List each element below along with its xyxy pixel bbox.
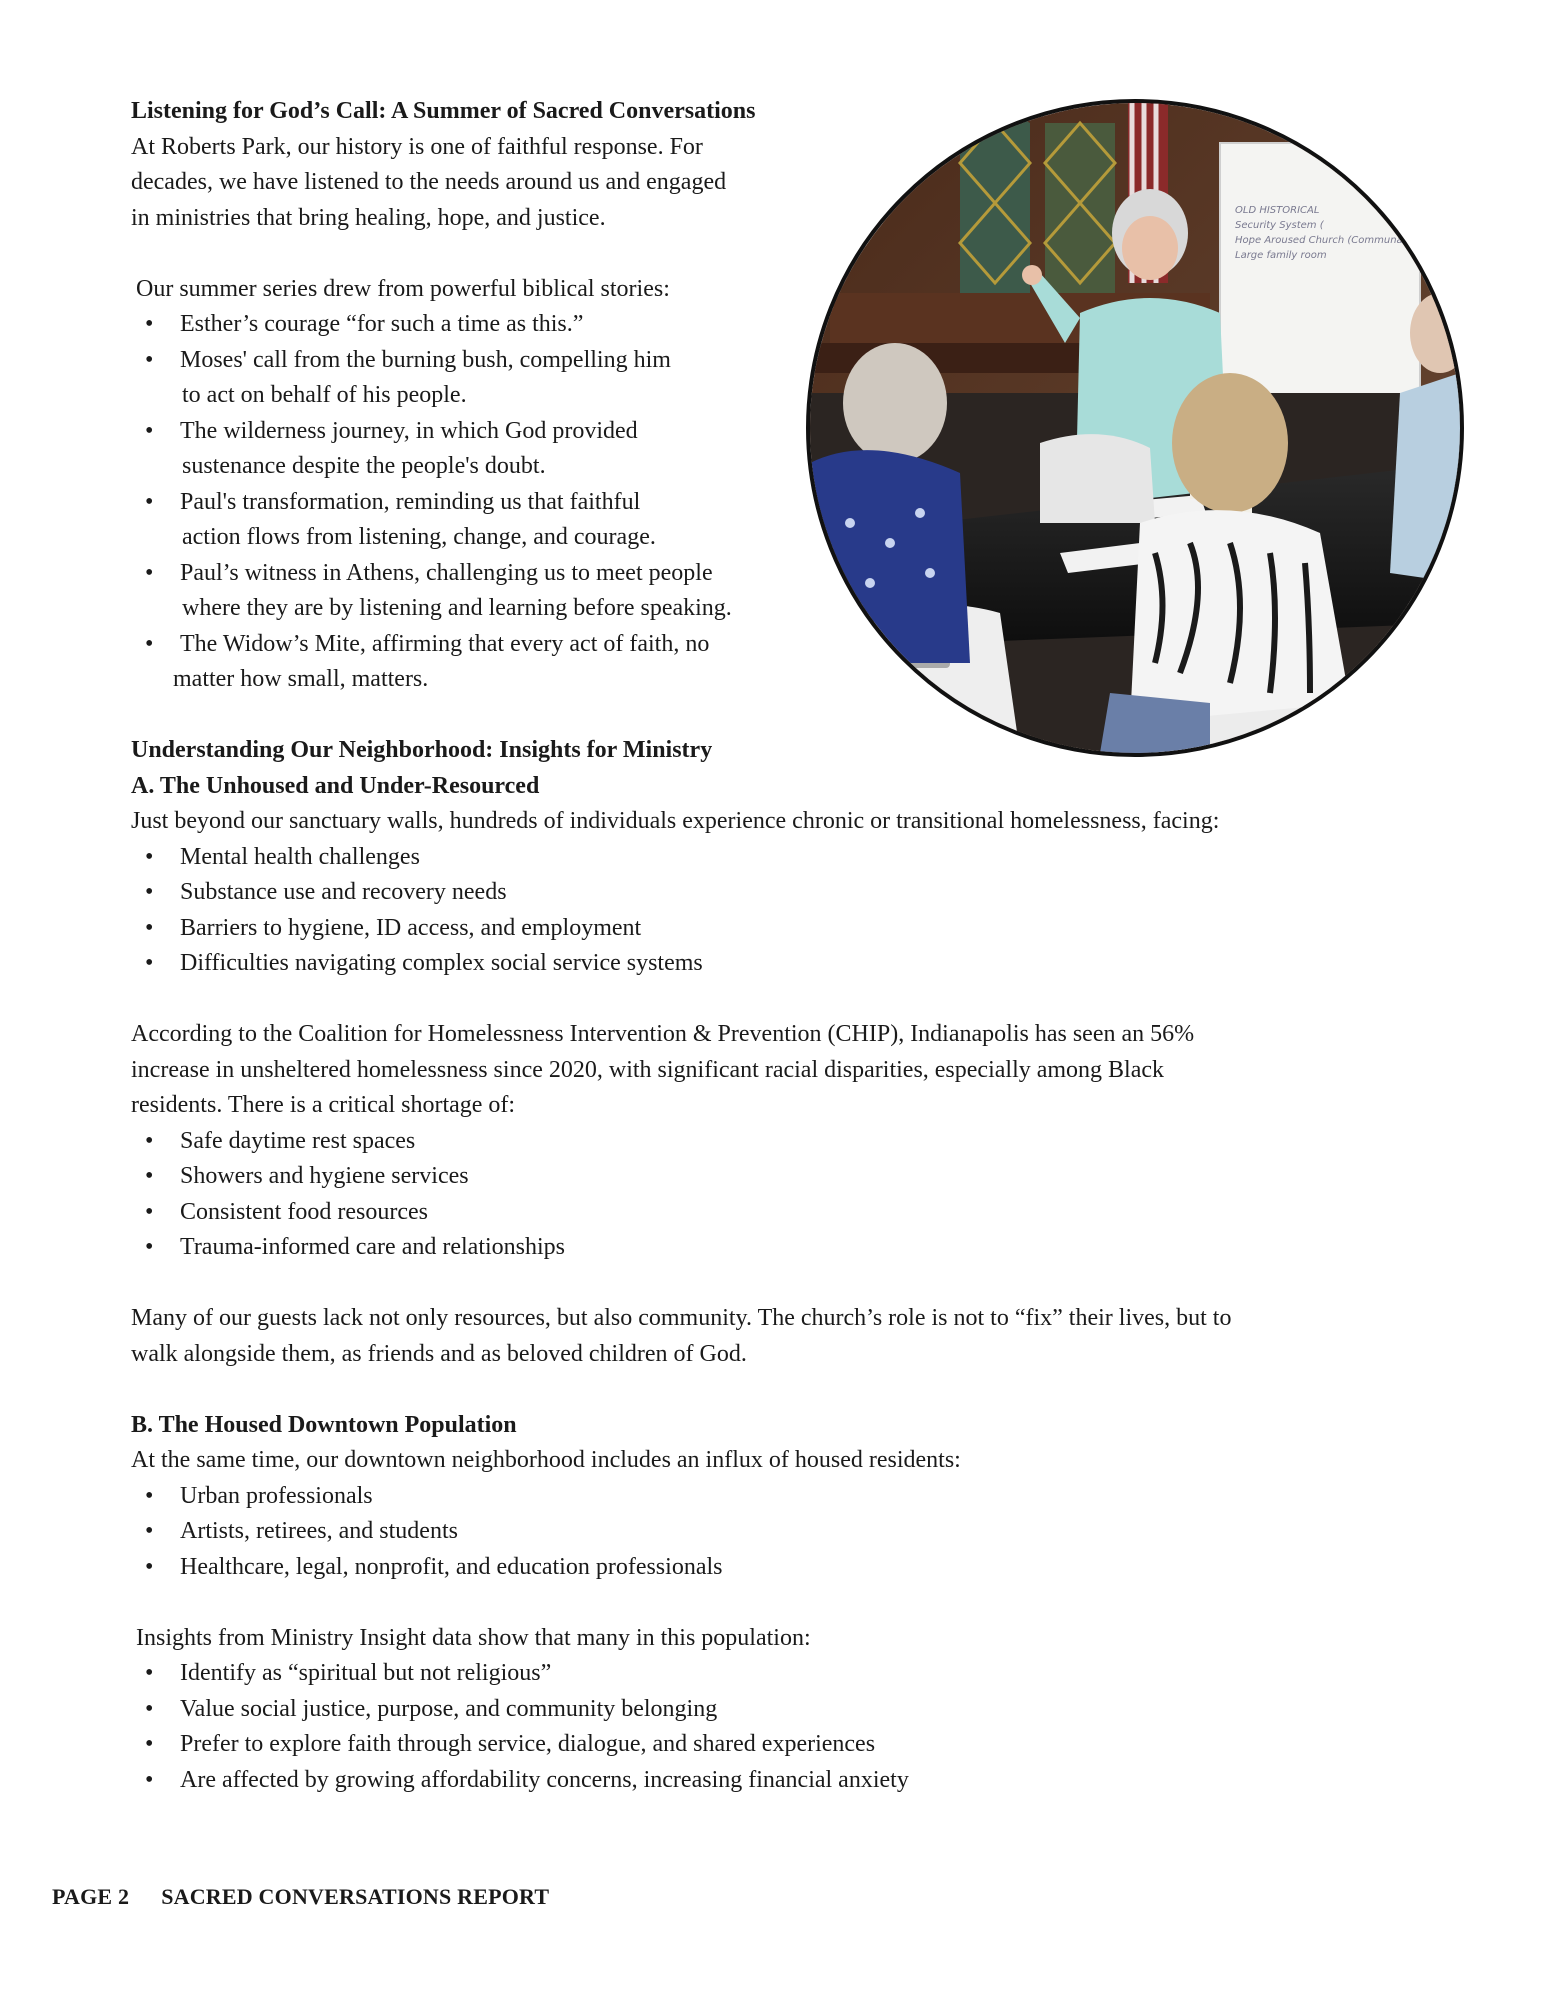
- list-item: • Healthcare, legal, nonprofit, and education professionals: [131, 1550, 1421, 1586]
- list-item: • Prefer to explore faith through service, dialogue, and shared experiences: [131, 1727, 1421, 1763]
- chip-paragraph-line: residents. There is a critical shortage of:: [131, 1092, 516, 1118]
- list-item: • Identify as “spiritual but not religious”: [131, 1656, 1421, 1692]
- section-title-neighborhood: Understanding Our Neighborhood: Insights for Ministry: [131, 737, 713, 763]
- list-item: • Barriers to hygiene, ID access, and employment: [131, 911, 1421, 947]
- list-item: • Difficulties navigating complex social service systems: [131, 946, 1421, 982]
- list-item: • Artists, retirees, and students: [131, 1514, 1421, 1550]
- list-item: • Urban professionals: [131, 1479, 1421, 1515]
- list-item: • Are affected by growing affordability concerns, increasing financial anxiety: [131, 1763, 1421, 1799]
- intro-line: in ministries that bring healing, hope, and justice.: [131, 204, 606, 231]
- flipchart-text: Large family room: [1235, 250, 1327, 261]
- list-item: • Esther’s courage “for such a time as this.”: [131, 307, 841, 343]
- housed-list: [131, 1479, 1421, 1586]
- report-name: SACRED CONVERSATIONS REPORT: [161, 1884, 550, 1909]
- list-item: • The wilderness journey, in which God provided sustenance despite the people's doubt.: [131, 414, 841, 485]
- list-item: • Substance use and recovery needs: [131, 875, 1421, 911]
- flipchart-text: Security System (: [1235, 220, 1324, 231]
- intro-line: At Roberts Park, our history is one of faithful response. For: [131, 133, 703, 160]
- list-item: • The Widow’s Mite, affirming that every act of faith, no matter how small, matters.: [131, 627, 841, 698]
- challenges-list: [131, 840, 1421, 982]
- guests-paragraph-line: walk alongside them, as friends and as beloved children of God.: [131, 1340, 747, 1367]
- page-number: PAGE 2: [52, 1884, 130, 1909]
- meeting-photo-illustration: [810, 103, 1460, 753]
- insights-intro: Insights from Ministry Insight data show that many in this population:: [136, 1624, 811, 1651]
- housed-intro: At the same time, our downtown neighborhood includes an influx of housed residents:: [131, 1447, 961, 1473]
- page-footer: [52, 1884, 549, 1910]
- section-title-listening: Listening for God’s Call: A Summer of Sacred Conversations: [131, 98, 756, 124]
- list-item: • Paul’s witness in Athens, challenging us to meet people where they are by listening and learning before speaking.: [131, 556, 841, 627]
- insights-list: [131, 1656, 1421, 1798]
- list-item: • Safe daytime rest spaces: [131, 1124, 1421, 1160]
- stories-list: [131, 307, 841, 698]
- list-item: • Moses' call from the burning bush, compelling him to act on behalf of his people.: [131, 343, 841, 414]
- intro-block: [131, 94, 841, 698]
- subsection-title-housed: B. The Housed Downtown Population: [131, 1411, 517, 1438]
- list-item: • Value social justice, purpose, and community belonging: [131, 1692, 1421, 1728]
- intro-line: decades, we have listened to the needs around us and engaged: [131, 169, 727, 195]
- guests-paragraph-line: Many of our guests lack not only resources, but also community. The church’s role is not to “fix” their lives, but to: [131, 1305, 1232, 1331]
- flipchart-text: OLD HISTORICAL: [1235, 205, 1320, 216]
- list-item: • Trauma-informed care and relationships: [131, 1230, 1421, 1266]
- flipchart-text: Hope Aroused Church (Communal): [1235, 235, 1410, 246]
- list-item: • Consistent food resources: [131, 1195, 1421, 1231]
- subsection-title-unhoused: A. The Unhoused and Under-Resourced: [131, 772, 540, 799]
- chip-paragraph-line: According to the Coalition for Homelessness Intervention & Prevention (CHIP), Indianapolis has seen an 56%: [131, 1021, 1195, 1047]
- meeting-photo: [806, 99, 1464, 757]
- series-intro: Our summer series drew from powerful biblical stories:: [136, 275, 670, 302]
- shortage-list: [131, 1124, 1421, 1266]
- unhoused-intro: Just beyond our sanctuary walls, hundreds of individuals experience chronic or transitional homelessness, facing:: [131, 808, 1220, 834]
- list-item: • Showers and hygiene services: [131, 1159, 1421, 1195]
- chip-paragraph-line: increase in unsheltered homelessness since 2020, with significant racial disparities, especially among Black: [131, 1056, 1165, 1083]
- list-item: • Paul's transformation, reminding us that faithful action flows from listening, change, and courage.: [131, 485, 841, 556]
- list-item: • Mental health challenges: [131, 840, 1421, 876]
